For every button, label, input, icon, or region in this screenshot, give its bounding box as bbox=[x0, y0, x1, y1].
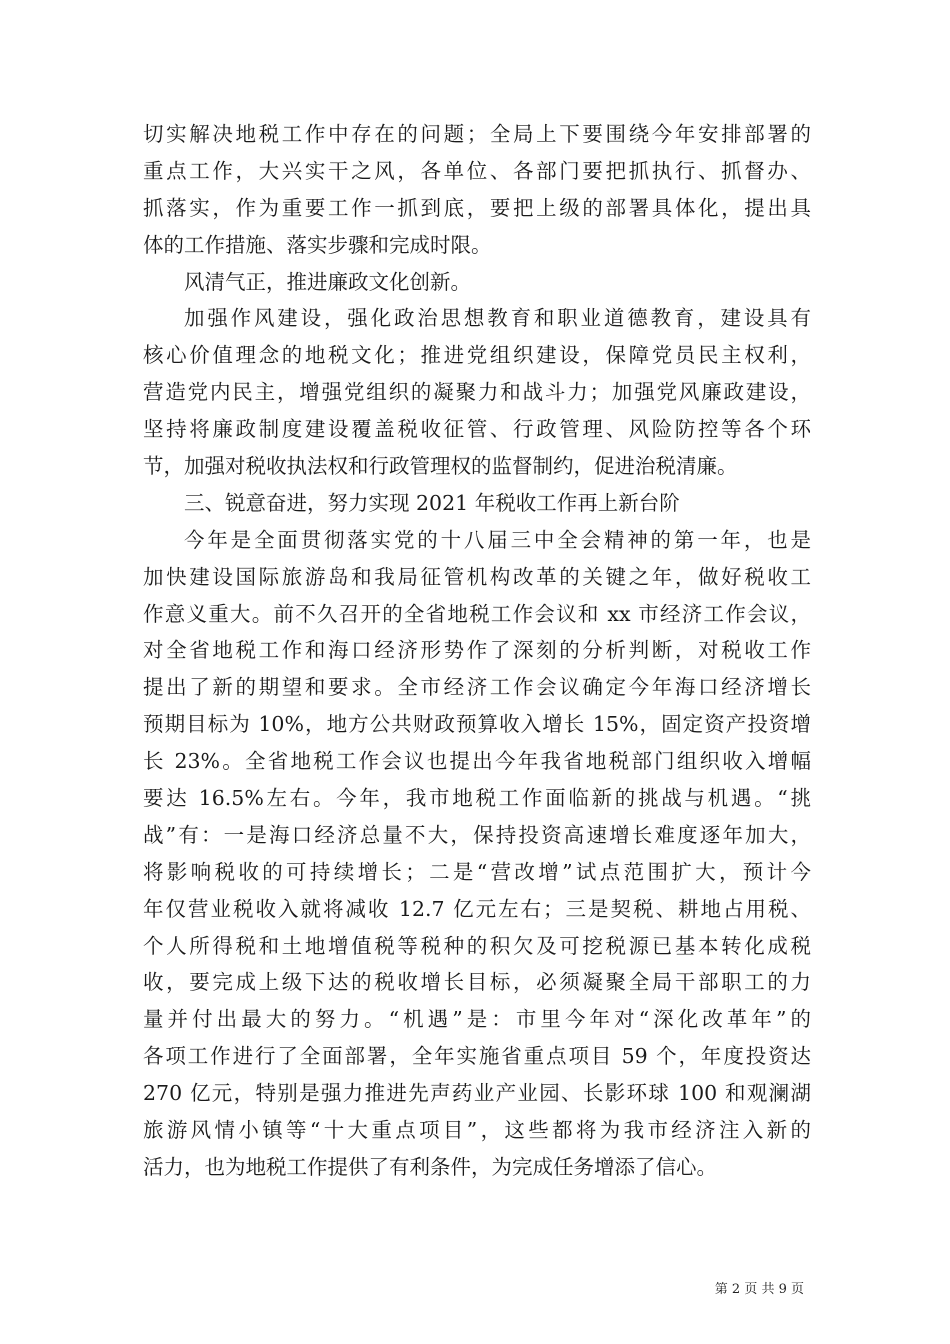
text-line: 要达 16.5%左右。今年，我市地税工作面临新的挑战与机遇。“挑 bbox=[143, 786, 811, 811]
text-line: 各项工作进行了全面部署，全年实施省重点项目 59 个，年度投资达 bbox=[143, 1044, 811, 1069]
text-line: 提出了新的期望和要求。全市经济工作会议确定今年海口经济增长 bbox=[143, 675, 811, 700]
text-line: 预期目标为 10%，地方公共财政预算收入增长 15%，固定资产投资增 bbox=[143, 712, 811, 737]
text-line: 加快建设国际旅游岛和我局征管机构改革的关键之年，做好税收工 bbox=[143, 564, 811, 589]
text-line: 今年是全面贯彻落实党的十八届三中全会精神的第一年，也是 bbox=[184, 527, 811, 552]
text-line: 旅游风情小镇等“十大重点项目”，这些都将为我市经济注入新的 bbox=[143, 1118, 811, 1143]
text-line: 抓落实，作为重要工作一抓到底，要把上级的部署具体化，提出具 bbox=[143, 195, 811, 220]
text-line: 活力，也为地税工作提供了有利条件，为完成任务增添了信心。 bbox=[143, 1154, 717, 1179]
text-line: 作意义重大。前不久召开的全省地税工作会议和 xx 市经济工作会议， bbox=[143, 601, 811, 626]
text-line: 量并付出最大的努力。“机遇”是：市里今年对“深化改革年”的 bbox=[143, 1007, 811, 1032]
text-line: 270 亿元，特别是强力推进先声药业产业园、长影环球 100 和观澜湖 bbox=[143, 1081, 811, 1106]
text-line: 对全省地税工作和海口经济形势作了深刻的分析判断，对税收工作 bbox=[143, 638, 811, 663]
text-line: 三、锐意奋进，努力实现 2021 年税收工作再上新台阶 bbox=[184, 490, 680, 515]
text-line: 将影响税收的可持续增长；二是“营改增”试点范围扩大，预计今 bbox=[143, 859, 811, 884]
page-number: 第 2 页 共 9 页 bbox=[714, 1282, 804, 1297]
text-line: 重点工作，大兴实干之风，各单位、各部门要把抓执行、抓督办、 bbox=[143, 158, 811, 183]
text-line: 体的工作措施、落实步骤和完成时限。 bbox=[143, 232, 492, 257]
text-line: 个人所得税和土地增值税等税种的积欠及可挖税源已基本转化成税 bbox=[143, 933, 811, 958]
text-line: 战”有：一是海口经济总量不大，保持投资高速增长难度逐年加大， bbox=[143, 822, 811, 847]
text-line: 加强作风建设，强化政治思想教育和职业道德教育，建设具有 bbox=[184, 306, 811, 331]
text-line: 营造党内民主，增强党组织的凝聚力和战斗力；加强党风廉政建设， bbox=[143, 380, 811, 405]
text-line: 切实解决地税工作中存在的问题；全局上下要围绕今年安排部署的 bbox=[143, 122, 811, 146]
text-line: 长 23%。全省地税工作会议也提出今年我省地税部门组织收入增幅 bbox=[143, 749, 811, 774]
text-line: 年仅营业税收入就将减收 12.7 亿元左右；三是契税、耕地占用税、 bbox=[143, 896, 811, 921]
text-line: 坚持将廉政制度建设覆盖税收征管、行政管理、风险防控等各个环 bbox=[143, 417, 811, 442]
text-line: 收，要完成上级下达的税收增长目标，必须凝聚全局干部职工的力 bbox=[143, 970, 811, 995]
text-line: 节，加强对税收执法权和行政管理权的监督制约，促进治税清廉。 bbox=[143, 454, 738, 479]
text-line: 风清气正，推进廉政文化创新。 bbox=[184, 269, 471, 294]
text-line: 核心价值理念的地税文化；推进党组织建设，保障党员民主权利， bbox=[143, 343, 811, 368]
document-body bbox=[143, 116, 811, 1186]
